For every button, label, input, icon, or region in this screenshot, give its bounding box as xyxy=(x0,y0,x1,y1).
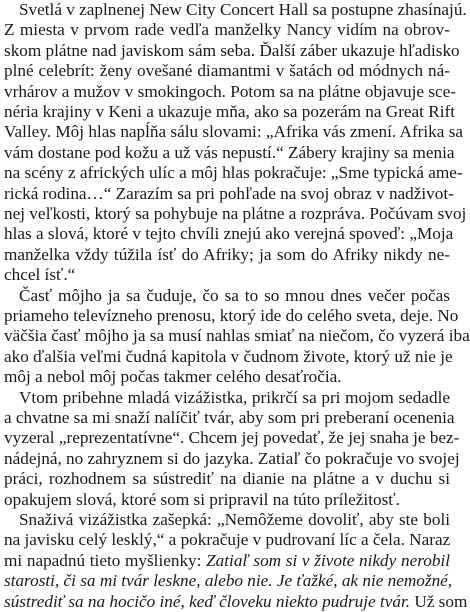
text-line: plné celebrít: ženy ovešané diamantmi v šatách od módnych ná- xyxy=(4,61,450,81)
text-line: vyzeral „reprezentatívne“. Chcem jej povedať, že jej snaha je bez- xyxy=(4,428,460,448)
text-line: vám dostane pod kožu a už vás nepustí.“ Zábery krajiny sa menia xyxy=(4,142,455,162)
text-line: mi napadnú tieto myšlienky: Zatiaľ som si v živote nikdy nerobil xyxy=(4,550,450,570)
text-line: skom plátne nad javiskom sám seba. Ďalší záber ukazuje hľadisko xyxy=(4,40,460,60)
text-line: néria krajiny v Keni a ukazuje mňa, ako sa pozerám na Great Rift xyxy=(4,102,455,121)
text-line: Časť môjho ja sa čuduje, čo sa to so mnou dnes večer počas xyxy=(19,285,450,305)
text-line: rická rodina…“ Zarazím sa pri pohľade na svoj obraz v nadživot- xyxy=(4,183,454,203)
text-line: chcel ísť.“ xyxy=(4,265,76,285)
text-line: Vtom pribehne mladá vizážistka, prikrčí sa pri mojom sedadle xyxy=(19,387,450,407)
text-line: opakujem slová, ktoré som si pripravil na túto príležitosť. xyxy=(4,489,400,509)
text-line: ako ďalšia veľmi čudná kapitola v čudnom živote, ktorý už nie je xyxy=(4,346,453,366)
text-line: sústrediť sa na hocičo iné, keď človeku niekto pudruje tvár. Už som xyxy=(4,591,468,611)
text-line: Z miesta v prvom rade vedľa manželky Nancy vidím na obrov- xyxy=(4,20,450,40)
text-line: manželka vždy túžila ísť do Afriky; ja som do Afriky nikdy ne- xyxy=(4,244,450,264)
text-line: nádejná, no zahryznem si do jazyka. Zatiaľ čo pokračuje vo svojej xyxy=(4,448,460,468)
text-line: môj a nebol môj počas takmer celého desaťročia. xyxy=(4,367,342,387)
text-line: práci, rozhodnem sa sústrediť na dianie na plátne a v duchu si xyxy=(4,469,450,489)
text-line: starosti, či sa mi tvár leskne, alebo nie. Je ťažké, ak nie nemožné, xyxy=(4,571,453,591)
text-line: Snaživá vizážistka zašepká: „Nemôžeme dovoliť, aby ste boli xyxy=(19,510,450,529)
text-line: nej veľkosti, ktorý sa pohybuje na plátne a rozpráva. Počúvam svoj xyxy=(4,204,467,223)
text-line: a chvatne sa mi snaží nalíčiť tvár, aby som pri preberaní ocenenia xyxy=(4,408,455,427)
text-line: na javisku celý lesklý,“ a pokračuje v pudrovaní líc a čela. Naraz xyxy=(4,530,451,550)
text-line: väčšia časť môjho ja sa musí nahlas smiať na niečom, čo vyzerá iba xyxy=(4,326,470,346)
text-line: priameho televízneho prenosu, ktorý ide do celého sveta, deje. No xyxy=(4,306,459,325)
text-line: Valley. Môj hlas napĺňa sálu slovami: „Afrika vás zmení. Afrika sa xyxy=(4,122,464,142)
text-line: Svetlá v zaplnenej New City Concert Hall sa postupne zhasínajú. xyxy=(19,0,467,19)
text-line: vrhárov a mužov v smokingoch. Potom sa na plátne objavuje sce- xyxy=(4,81,457,101)
text-line: hlas a slová, ktoré v tejto chvíli znejú ako verejná spoveď: „Moja xyxy=(4,224,454,244)
text-line: na scény z afrických ulíc a môj hlas pokračuje: „Sme typická ame- xyxy=(4,163,463,183)
